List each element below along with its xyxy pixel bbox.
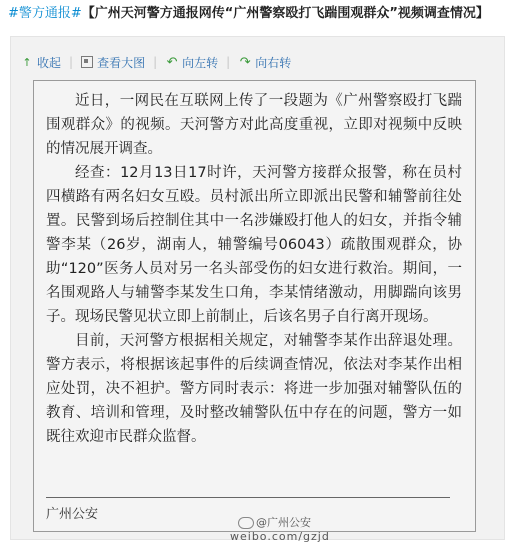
collapse-button[interactable] [20,54,61,71]
notice-paragraph: 目前，天河警方根据相关规定，对辅警李某作出辞退处理。警方表示，将根据该起事件的后续调查情况，依法对李某作出相应处罚，决不袒护。警方同时表示：将进一步加强对辅警队伍的教育、培训和管理，及时整改辅警队伍中存在的问题，警方一如既往欢迎市民群众监督。 [46,333,462,445]
notice-image[interactable] [33,80,476,532]
toolbar-divider: | [226,55,231,69]
notice-paragraph: 近日，一网民在互联网上传了一段题为《广州警察殴打飞踹围观群众》的视频。天河警方对此高度重视，立即对视频中反映的情况展开调查。 [46,93,462,157]
signature-divider [46,497,450,498]
view-large-button[interactable] [81,54,145,71]
rotate-left-label: 向左转 [182,55,219,70]
notice-body [46,89,462,449]
notice-signature: 广州公安 [46,507,99,522]
post-title: 【广州天河警方通报网传“广州警察殴打飞踹围观群众”视频调查情况】 [81,6,489,21]
hashtag-link[interactable]: #警方通报# [8,6,82,21]
weibo-watermark [230,514,390,543]
watermark-url: weibo.com/gzjd [230,530,330,543]
toolbar-divider: | [69,55,74,69]
toolbar-divider: | [153,55,158,69]
rotate-left-button[interactable] [165,54,218,71]
collapse-label: 收起 [37,55,62,70]
view-large-label: 查看大图 [97,55,146,70]
rotate-right-icon: ↷ [239,54,251,70]
weibo-logo-icon [238,517,254,529]
watermark-handle: @广州公安 [238,514,390,530]
arrow-up-icon: ↑ [22,55,32,69]
image-toolbar [20,52,291,72]
rotate-right-label: 向右转 [255,55,292,70]
post-text [8,4,512,24]
rotate-right-button[interactable] [238,54,291,71]
notice-paragraph: 经查：12月13日17时许，天河警方接群众报警，称在员村四横路有两名妇女互殴。员村派出所立即派出民警和辅警前往处置。民警到场后控制住其中一名涉嫌殴打他人的妇女，并指令辅警李某（26岁，湖南人，辅警编号06043）疏散围观群众，协助“120”医务人员对另一名头部受伤的妇女进行救治。期间，一名围观路人与辅警李某发生口角，李某情绪激动，用脚踹向该男子。现场民警见状立即上前制止，后该名男子自行离开现场。 [46,165,462,325]
zoom-icon [81,56,93,68]
rotate-left-icon: ↶ [166,54,178,70]
